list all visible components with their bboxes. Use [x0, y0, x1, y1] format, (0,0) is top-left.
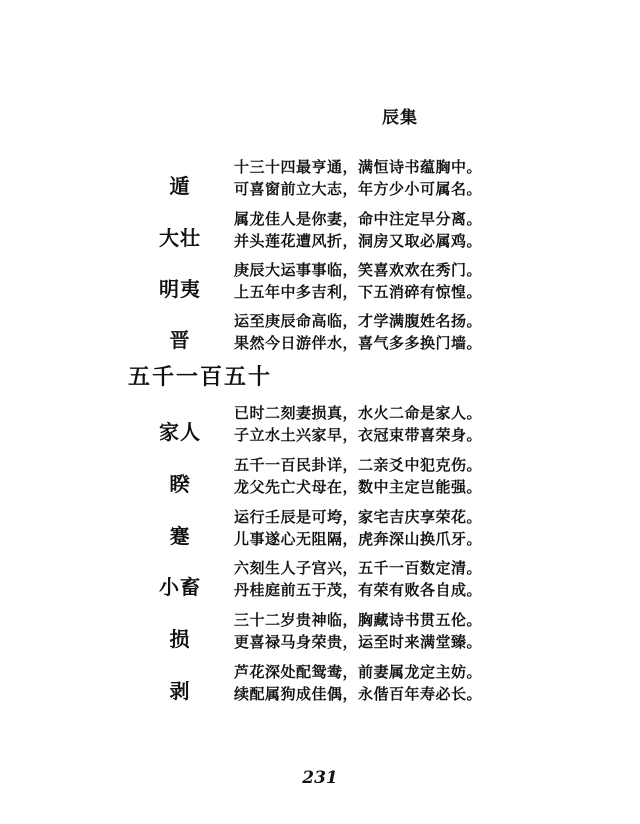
- hexagram-name: 剥: [169, 679, 191, 703]
- entry-jian: [0, 506, 640, 562]
- hexagram-name: 损: [169, 627, 191, 651]
- verse-line-2: 丹桂庭前五于茂，有荣有败各自成。: [234, 581, 483, 599]
- page-number: 231: [302, 768, 338, 788]
- verse-line-1: 庚辰大运事事临，笑喜欢欢在秀门。: [234, 261, 483, 279]
- hexagram-name: 家人: [159, 420, 201, 444]
- entry-jin: [0, 310, 640, 366]
- section-title: 五千一百五十: [128, 364, 273, 390]
- hexagram-name: 睽: [169, 472, 191, 496]
- verse-line-1: 属龙佳人是你妻，命中注定早分离。: [234, 210, 483, 228]
- verse-line-1: 三十二岁贵神临，胸藏诗书贯五伦。: [234, 611, 483, 629]
- verse-line-2: 子立水土兴家早，衣冠束带喜荣身。: [234, 426, 483, 444]
- verse-line-1: 十三十四最亨通，满恒诗书蕴胸中。: [234, 158, 483, 176]
- hexagram-name: 大壮: [159, 226, 201, 250]
- verse-line-2: 上五年中多吉利，下五消碎有惊惶。: [234, 283, 483, 301]
- chapter-header: 辰集: [382, 108, 418, 128]
- verse-line-2: 可喜窗前立大志，年方少小可属名。: [234, 180, 483, 198]
- verse-line-2: 儿事遂心无阻隔，虎奔深山换爪牙。: [234, 530, 483, 548]
- verse-line-2: 更喜禄马身荣贵，运至时来满堂臻。: [234, 633, 483, 651]
- verse-line-1: 芦花深处配鸳鸯，前妻属龙定主妨。: [234, 663, 483, 681]
- entry-dun: [0, 156, 640, 212]
- verse-line-1: 运行壬辰是可垮，家宅吉庆享荣花。: [234, 508, 483, 526]
- hexagram-name: 小畜: [159, 575, 201, 599]
- verse-line-1: 已时二刻妻损真，水火二命是家人。: [234, 404, 483, 422]
- verse-line-2: 龙父先亡犬母在，数中主定岂能强。: [234, 478, 483, 496]
- verse-line-2: 并头莲花遭风折，洞房又取必属鸡。: [234, 232, 483, 250]
- entry-kui: [0, 454, 640, 510]
- hexagram-name: 遁: [169, 174, 191, 198]
- verse-line-2: 果然今日游伴水，喜气多多换门墙。: [234, 334, 483, 352]
- entry-bo: [0, 661, 640, 717]
- hexagram-name: 蹇: [169, 524, 191, 548]
- verse-line-1: 五千一百民卦详，二亲爻中犯克伤。: [234, 456, 483, 474]
- hexagram-name: 晋: [169, 328, 191, 352]
- entry-jiaren: [0, 402, 640, 458]
- verse-line-1: 运至庚辰命高临，才学满腹姓名扬。: [234, 312, 483, 330]
- entry-dazhuang: [0, 208, 640, 264]
- hexagram-name: 明夷: [159, 277, 201, 301]
- entry-xiaoxu: [0, 557, 640, 613]
- verse-line-1: 六刻生人子宫兴，五千一百数定清。: [234, 559, 483, 577]
- verse-line-2: 续配属狗成佳偶，永偕百年寿必长。: [234, 685, 483, 703]
- entry-sun: [0, 609, 640, 665]
- entry-mingyi: [0, 259, 640, 315]
